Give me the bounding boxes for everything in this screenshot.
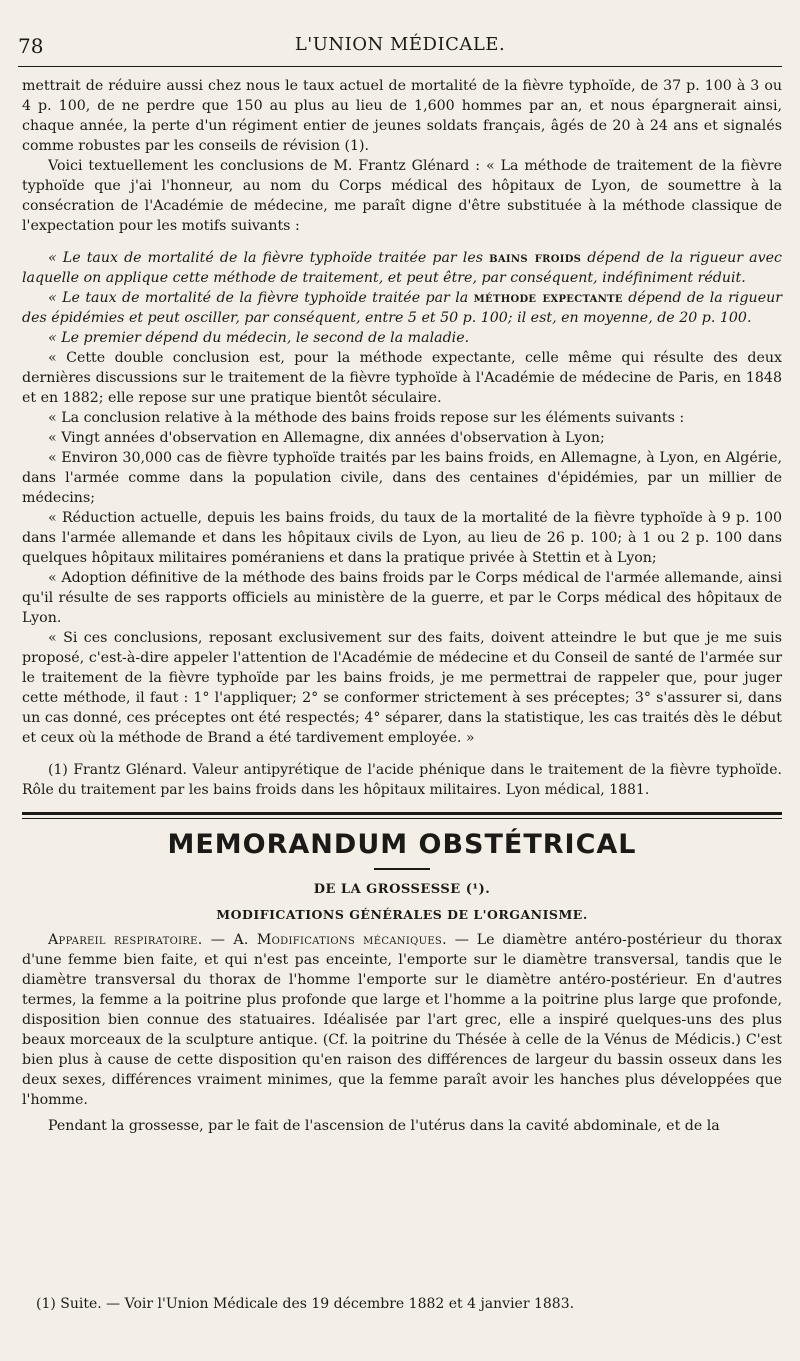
quote-paragraph: « La conclusion relative à la méthode des bains froids repose sur les éléments suivants : xyxy=(48,410,685,426)
quote-paragraph: « Adoption définitive de la méthode des bains froids par le Corps médical de l'armée allemande, ainsi qu'il résulte de ses rapports officiels au ministère de la guerre, et par le Corps médical des hôpitaux de Lyon. xyxy=(22,570,782,626)
quote-text: dépend de la rigueur des épidémies et peut osciller, par conséquent, entre 5 et 50 p. 100; il est, en moyenne, de 20 p. 100. xyxy=(22,290,783,326)
title-underline xyxy=(374,868,430,870)
footnote: (1) Frantz Glénard. Valeur antipyrétique de l'acide phénique dans le traitement de la fièvre typhoïde. Rôle du traitement par les bains froids dans les hôpitaux militaires. Lyon médical, 1881. xyxy=(22,762,782,798)
quote-emphasis: bains froids xyxy=(489,250,582,266)
quote-text: « Le taux de mortalité de la fièvre typhoïde traitée par la xyxy=(48,290,474,306)
quote-paragraph: « Cette double conclusion est, pour la méthode expectante, celle même qui résulte des deux dernières discussions sur le traitement de la fièvre typhoïde à l'Académie de médecine de Paris, en 1848 et en 1882; elle repose sur une pratique bientôt séculaire. xyxy=(22,350,782,406)
section-subsubtitle: MODIFICATIONS GÉNÉRALES DE L'ORGANISME. xyxy=(216,907,588,922)
paragraph-pregnancy: Pendant la grossesse, par le fait de l'ascension de l'utérus dans la cavité abdominale, et de la xyxy=(48,1118,720,1134)
quote-paragraph: « Si ces conclusions, reposant exclusivement sur des faits, doivent atteindre le but que je me suis proposé, c'est-à-dire appeler l'attention de l'Académie de médecine et du Conseil de santé de l'armée sur le traitement de la fièvre typhoïde par les bains froids, je me permettrai de rappeler que, pour juger cette méthode, il faut : 1° l'appliquer; 2° se conformer strictement à ses préceptes; 3° s'assurer si, dans un cas donné, ces préceptes ont été respectés; 4° séparer, dans la statistique, les cas traités dès le début et ceux où la méthode de Brand a été tardivement employée. » xyxy=(22,630,782,746)
quote-paragraph xyxy=(22,288,782,328)
section-lead: Appareil respiratoire. — A. Modifications mécaniques. xyxy=(48,932,447,948)
article-body xyxy=(22,76,782,1136)
bottom-footnote: (1) Suite. — Voir l'Union Médicale des 19 décembre 1882 et 4 janvier 1883. xyxy=(36,1296,575,1312)
page-number: 78 xyxy=(18,34,44,58)
section-divider xyxy=(22,812,782,819)
paragraph-conclusions-intro: Voici textuellement les conclusions de M. Frantz Glénard : « La méthode de traitement de la fièvre typhoïde que j'ai l'honneur, au nom du Corps médical des hôpitaux de Lyon, de soumettre à la consécration de l'Académie de médecine, me paraît digne d'être substituée à la méthode classique de l'expectation pour les motifs suivants : xyxy=(22,158,782,234)
quote-text: « Le premier dépend du médecin, le second de la maladie. xyxy=(48,330,470,346)
paragraph-continuation: mettrait de réduire aussi chez nous le taux actuel de mortalité de la fièvre typhoïde, de 37 p. 100 à 3 ou 4 p. 100, de ne perdre que 150 au plus au lieu de 1,600 hommes par an, et nous épargnerait ainsi, chaque année, la perte d'un régiment entier de jeunes soldats français, âgés de 20 à 24 ans et signalés comme robustes par les conseils de révision (1). xyxy=(22,78,782,154)
section-title: MEMORANDUM OBSTÉTRICAL xyxy=(167,829,637,860)
quote-paragraph: « Vingt années d'observation en Allemagne, dix années d'observation à Lyon; xyxy=(48,430,605,446)
section-subtitle: DE LA GROSSESSE (¹). xyxy=(313,882,491,897)
paragraph-text: — Le diamètre antéro-postérieur du thorax d'une femme bien faite, et qui n'est pas enceinte, l'emporte sur le diamètre transversal, tandis que le diamètre transversal du thorax de l'homme l'emporte sur le diamètre antéro-postérieur. En d'autres termes, la femme a la poitrine plus profonde que large et l'homme a la poitrine plus large que profonde, disposition bien connue des statuaires. Idéalisée par l'art grec, elle a inspiré quelques-uns des plus beaux morceaux de la sculpture antique. (Cf. la poitrine du Thésée à celle de la Vénus de Médicis.) C'est bien plus à cause de cette disposition qu'en raison des différences de largeur du bassin osseux dans les deux sexes, différences vraiment minimes, que la femme paraît avoir les hanches plus développées que l'homme. xyxy=(22,932,782,1108)
running-title: L'UNION MÉDICALE. xyxy=(294,34,506,55)
quote-paragraph xyxy=(22,248,782,288)
quote-paragraph xyxy=(22,328,782,348)
quote-emphasis: méthode expectante xyxy=(473,290,623,306)
page-header xyxy=(18,26,782,67)
quote-paragraph: « Environ 30,000 cas de fièvre typhoïde traités par les bains froids, en Allemagne, à Lyon, en Algérie, dans l'armée comme dans la population civile, dans des centaines d'épidémies, par un millier de médecins; xyxy=(22,450,782,506)
quote-text: dépend de la rigueur avec laquelle on applique cette méthode de traitement, et peut être, par conséquent, indéfiniment réduit. xyxy=(22,250,783,286)
quote-text: « Le taux de mortalité de la fièvre typhoïde traitée par les xyxy=(48,250,490,266)
quote-paragraph: « Réduction actuelle, depuis les bains froids, du taux de la mortalité de la fièvre typhoïde à 9 p. 100 dans l'armée allemande et dans les hôpitaux civils de Lyon, au lieu de 26 p. 100; à 1 ou 2 p. 100 dans quelques hôpitaux militaires poméraniens et dans la pratique privée à Stettin et à Lyon; xyxy=(22,510,782,566)
paragraph-respiratory xyxy=(22,930,782,1110)
